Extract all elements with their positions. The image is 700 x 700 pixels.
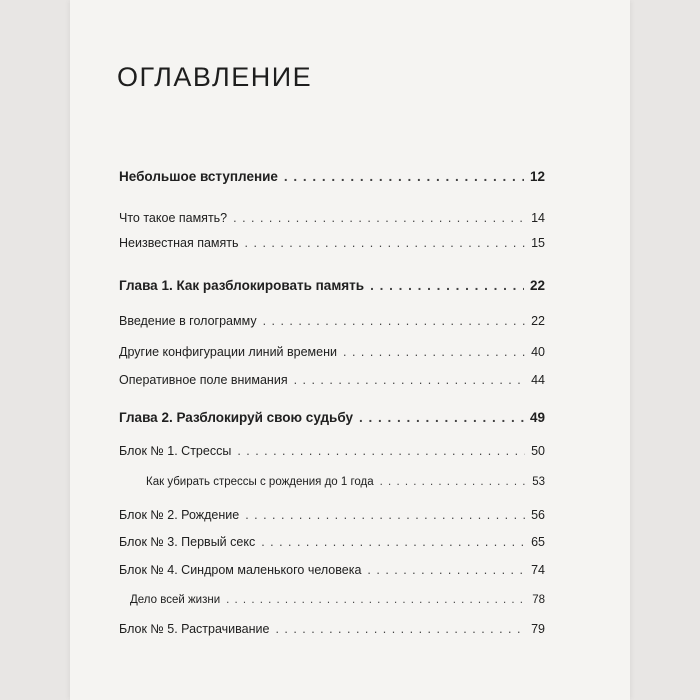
- toc-entry: [119, 563, 545, 577]
- book-page: [70, 0, 630, 700]
- toc-entry-page: 65: [531, 535, 545, 549]
- toc-entry-page: 78: [532, 594, 545, 606]
- toc-entry-label: Блок № 5. Растрачивание: [119, 622, 270, 636]
- toc-leader: [261, 535, 525, 549]
- toc-entry-page: 22: [529, 278, 545, 293]
- toc-entry-page: 40: [531, 345, 545, 359]
- toc-entry-label: Блок № 3. Первый секс: [119, 535, 256, 549]
- toc-entry: [119, 236, 545, 250]
- toc-entry-label: Блок № 4. Синдром маленького человека: [119, 563, 362, 577]
- toc-leader: [245, 236, 526, 250]
- page-title: ОГЛАВЛЕНИЕ: [117, 62, 313, 92]
- toc-leader: [284, 169, 524, 184]
- toc-entry-page: 50: [531, 444, 545, 458]
- toc-entry: [119, 373, 545, 387]
- toc-entry: [119, 169, 545, 184]
- toc-entry: [119, 508, 545, 522]
- toc-entry-page: 49: [529, 410, 545, 425]
- toc-entry-page: 44: [531, 373, 545, 387]
- toc-entry-label: Небольшое вступление: [119, 169, 278, 184]
- toc-entry: [119, 535, 545, 549]
- toc-entry-label: Оперативное поле внимания: [119, 373, 288, 387]
- toc-entry-label: Как убирать стрессы с рождения до 1 года: [146, 476, 374, 488]
- toc-entry: [119, 345, 545, 359]
- toc-entry-label: Что такое память?: [119, 211, 228, 225]
- toc-entry-page: 15: [531, 236, 545, 250]
- toc-entry-label: Дело всей жизни: [130, 594, 221, 606]
- toc-entry-page: 12: [529, 169, 545, 184]
- toc-leader: [237, 444, 525, 458]
- toc-entry: [119, 444, 545, 458]
- toc-leader: [294, 373, 526, 387]
- toc-entry: [130, 594, 545, 606]
- toc-leader: [370, 278, 524, 293]
- toc-leader: [245, 508, 525, 522]
- toc-entry: [146, 476, 545, 488]
- toc-entry-label: Глава 1. Как разблокировать память: [119, 278, 365, 293]
- toc-leader: [226, 594, 526, 606]
- toc-leader: [263, 314, 526, 328]
- toc-entry-label: Блок № 2. Рождение: [119, 508, 240, 522]
- toc-entry-page: 53: [532, 476, 545, 488]
- toc-entry-label: Другие конфигурации линий времени: [119, 345, 337, 359]
- toc-entry: [119, 278, 545, 293]
- toc-entry-label: Глава 2. Разблокируй свою судьбу: [119, 410, 354, 425]
- toc-entry-label: Блок № 1. Стрессы: [119, 444, 232, 458]
- toc-entry: [119, 410, 545, 425]
- toc-leader: [343, 345, 525, 359]
- toc-leader: [275, 622, 525, 636]
- toc-leader: [359, 410, 524, 425]
- toc-entry-page: 56: [531, 508, 545, 522]
- toc-leader: [367, 563, 525, 577]
- toc-entry-page: 79: [531, 622, 545, 636]
- toc-entry: [119, 622, 545, 636]
- toc-entry: [119, 211, 545, 225]
- toc-leader: [380, 476, 527, 488]
- toc-entry-page: 14: [531, 211, 545, 225]
- toc-entry-label: Введение в голограмму: [119, 314, 257, 328]
- toc-leader: [233, 211, 525, 225]
- toc-entry-page: 22: [531, 314, 545, 328]
- toc-entry-label: Неизвестная память: [119, 236, 239, 250]
- toc-entry: [119, 314, 545, 328]
- toc-entry-page: 74: [531, 563, 545, 577]
